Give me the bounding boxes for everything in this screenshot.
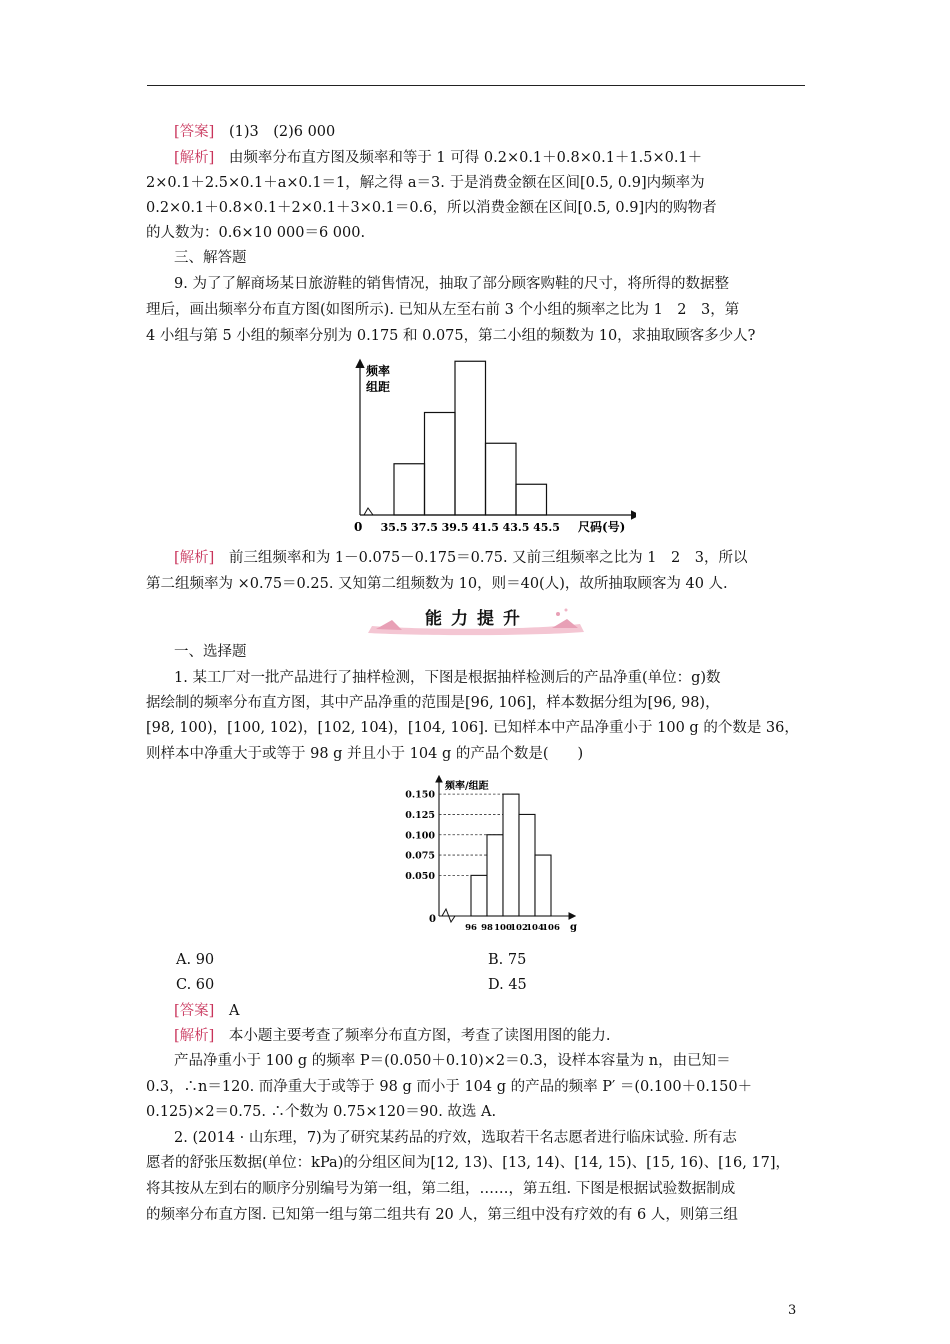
x-unit-label: g bbox=[570, 922, 577, 933]
x-tick-label: 41.5 bbox=[472, 521, 499, 534]
q2-line-2: 愿者的舒张压数据(单位：kPa)的分组区间为[12, 13)、[13, 14)、[14, 15)、[15, 16)、[16, 17]， bbox=[146, 1155, 791, 1171]
y-label-top: 频率 bbox=[366, 364, 391, 378]
x-tick-label: 37.5 bbox=[411, 521, 438, 534]
x-tick-label: 106 bbox=[542, 923, 560, 933]
histogram-bar bbox=[471, 875, 487, 916]
x-tick-label: 39.5 bbox=[441, 521, 469, 534]
y-label: 频率/组距 bbox=[445, 781, 489, 792]
y-tick-label: 0.075 bbox=[405, 850, 435, 862]
x-tick-label: 102 bbox=[510, 923, 528, 933]
q1-analysis-line-3: 0.3，∴n＝120. 而净重大于或等于 98 g 而小于 104 g 的产品的频率 P′ ＝(0.100＋0.150＋ bbox=[146, 1079, 753, 1095]
x-tick-label: 96 bbox=[465, 923, 477, 933]
analysis-text: 由频率分布直方图及频率和等于 1 可得 0.2×0.1＋0.8×0.1＋1.5×0.1＋ bbox=[214, 150, 703, 166]
origin-label: 0 bbox=[354, 520, 363, 534]
analysis-tag: [解析] bbox=[174, 1028, 215, 1044]
q9-line-2: 理后，画出频率分布直方图(如图所示). 已知从左至右前 3 个小组的频率之比为 1 2 3，第 bbox=[146, 302, 740, 318]
prev-answer-line bbox=[174, 122, 335, 142]
prev-analysis-line-2: 2×0.1＋2.5×0.1＋a×0.1＝1，解之得 a＝3. 于是消费金额在区间[0.5, 0.9]内频率为 bbox=[146, 175, 705, 191]
y-tick-label: 0.125 bbox=[405, 809, 435, 821]
x-tick-label: 100 bbox=[494, 923, 512, 933]
q9-analysis-line-1 bbox=[174, 548, 747, 568]
histogram-bar bbox=[503, 794, 519, 916]
page-number: 3 bbox=[788, 1303, 797, 1318]
shoe-size-histogram bbox=[346, 355, 636, 537]
q9-analysis-line-2: 第二组频率为 ×0.75＝0.25. 又知第二组频数为 10，则＝40(人)，故所抽取顾客为 40 人. bbox=[146, 576, 728, 592]
prev-analysis-line-1 bbox=[174, 148, 702, 168]
section-banner bbox=[362, 600, 592, 636]
analysis-text: 前三组频率和为 1－0.075－0.175＝0.75. 又前三组频率之比为 1 2 3，所以 bbox=[214, 550, 748, 566]
histogram-bar bbox=[519, 814, 535, 916]
histogram-bar bbox=[394, 464, 425, 515]
axis-break bbox=[364, 508, 373, 515]
section-title: 三、解答题 bbox=[174, 250, 247, 266]
q1-analysis-line-4: 0.125)×2＝0.75. ∴个数为 0.75×120＝90. 故选 A. bbox=[146, 1104, 497, 1120]
q1-line-4: 则样本中净重大于或等于 98 g 并且小于 104 g 的产品个数是( ) bbox=[146, 746, 584, 762]
prev-analysis-line-3: 0.2×0.1＋0.8×0.1＋2×0.1＋3×0.1＝0.6，所以消费金额在区间[0.5, 0.9]内的购物者 bbox=[146, 200, 717, 216]
answer-tag: [答案] bbox=[174, 1003, 215, 1019]
q2-line-4: 的频率分布直方图. 已知第一组与第二组共有 20 人，第三组中没有疗效的有 6 人，则第三组 bbox=[146, 1207, 738, 1223]
q1-analysis-line-2: 产品净重小于 100 g 的频率 P＝(0.050＋0.10)×2＝0.3，设样本容量为 n，由已知＝ bbox=[174, 1053, 731, 1069]
option-c: C. 60 bbox=[176, 977, 215, 993]
analysis-text: 本小题主要考查了频率分布直方图，考查了读图用图的能力. bbox=[214, 1028, 611, 1044]
y-tick-label: 0.100 bbox=[405, 830, 435, 842]
y-label-bottom: 组距 bbox=[366, 380, 391, 394]
origin-label: 0 bbox=[429, 914, 436, 925]
q1-answer-line bbox=[174, 1001, 239, 1021]
histogram-bar bbox=[425, 413, 456, 516]
q1-line-3: [98, 100)，[100, 102)，[102, 104)，[104, 106]. 已知样本中产品净重小于 100 g 的个数是 36， bbox=[146, 720, 799, 736]
section-title: 一、选择题 bbox=[174, 644, 247, 660]
histogram-bar bbox=[535, 855, 551, 916]
x-tick-label: 45.5 bbox=[533, 521, 560, 534]
x-unit-label: 尺码(号) bbox=[578, 520, 626, 534]
option-d: D. 45 bbox=[488, 977, 527, 993]
q2-line-3: 将其按从左到右的顺序分别编号为第一组，第二组，……，第五组. 下图是根据试验数据制成 bbox=[146, 1181, 736, 1197]
histogram-bar bbox=[455, 361, 486, 515]
q2-line-1: 2. (2014 · 山东理，7)为了研究某药品的疗效，选取若干名志愿者进行临床试验. 所有志 bbox=[174, 1130, 737, 1146]
analysis-tag: [解析] bbox=[174, 150, 215, 166]
q9-line-1: 9. 为了了解商场某日旅游鞋的销售情况，抽取了部分顾客购鞋的尺寸，将所得的数据整 bbox=[174, 276, 729, 292]
y-tick-label: 0.150 bbox=[405, 789, 435, 801]
q1-line-1: 1. 某工厂对一批产品进行了抽样检测，下图是根据抽样检测后的产品净重(单位：g)数 bbox=[174, 670, 721, 686]
histogram-bar bbox=[487, 835, 503, 916]
x-tick-label: 98 bbox=[481, 923, 493, 933]
x-tick-label: 104 bbox=[526, 923, 544, 933]
header-rule bbox=[147, 85, 805, 86]
product-weight-histogram bbox=[398, 772, 598, 934]
option-b: B. 75 bbox=[488, 952, 527, 968]
histogram-bar bbox=[516, 484, 547, 515]
prev-analysis-line-4: 的人数为：0.6×10 000＝6 000. bbox=[146, 225, 366, 241]
x-tick-label: 35.5 bbox=[380, 521, 408, 534]
x-tick-label: 43.5 bbox=[502, 521, 530, 534]
banner-title: 能力提升 bbox=[425, 609, 529, 629]
histogram-bar bbox=[486, 443, 517, 515]
y-tick-label: 0.050 bbox=[405, 870, 435, 882]
option-a: A. 90 bbox=[176, 952, 215, 968]
answer-text: A bbox=[228, 1003, 240, 1019]
answer-text: (1)3 (2)6 000 bbox=[228, 124, 336, 140]
q1-analysis-line-1 bbox=[174, 1026, 610, 1046]
analysis-tag: [解析] bbox=[174, 550, 215, 566]
answer-tag: [答案] bbox=[174, 124, 215, 140]
q9-line-3: 4 小组与第 5 小组的频率分别为 0.175 和 0.075，第二小组的频数为 10，求抽取顾客多少人? bbox=[146, 328, 756, 344]
q1-line-2: 据绘制的频率分布直方图，其中产品净重的范围是[96, 106]，样本数据分组为[96, 98)， bbox=[146, 695, 720, 711]
